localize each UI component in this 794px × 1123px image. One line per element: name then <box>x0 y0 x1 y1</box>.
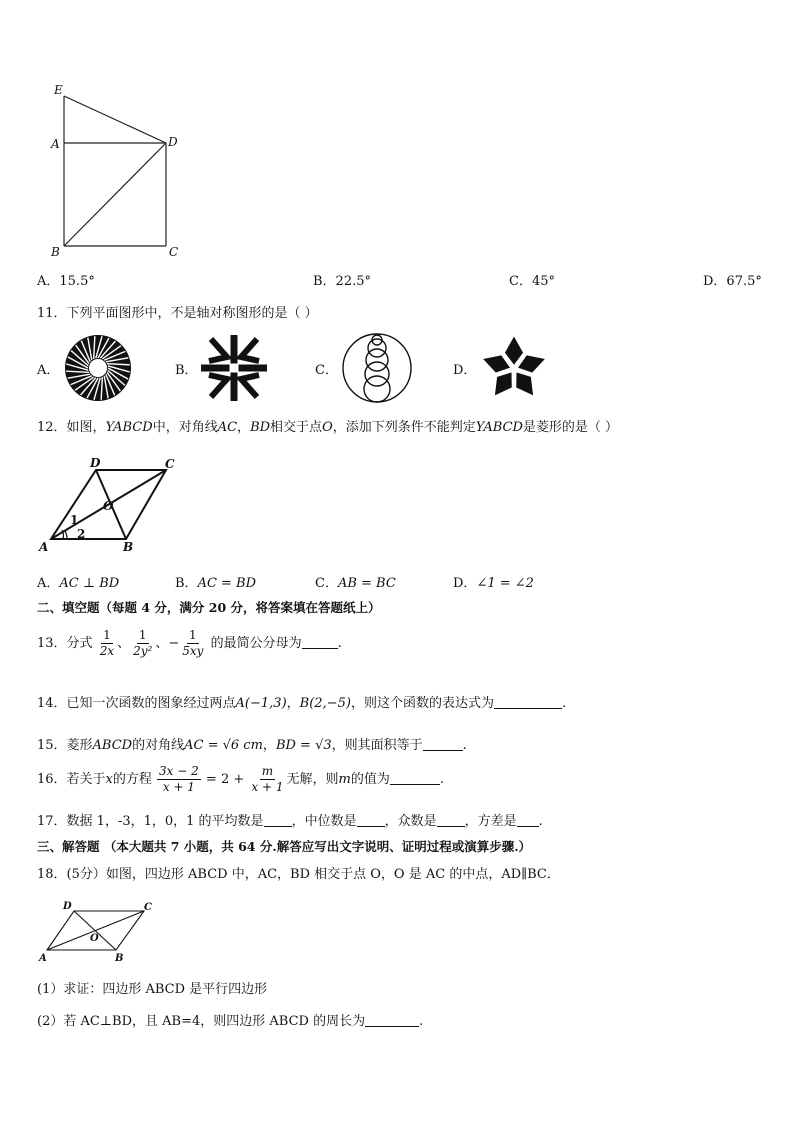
q16-eq: = 2 + <box>205 772 245 787</box>
q16-pre: 16．若关于 <box>37 772 106 787</box>
section-3-heading: 三、解答题 （本大题共 7 小题，共 64 分.解答应写出文字说明、证明过程或演算步骤.） <box>37 839 532 854</box>
q15-name: ABCD <box>92 738 133 753</box>
q11-stem: 11．下列平面图形中，不是轴对称图形的是（ ） <box>37 306 318 321</box>
q13-frac-1: $\frac{1}{2x}$ <box>99 628 115 658</box>
q12-option-d[interactable]: D．∠1 = ∠2 <box>453 576 534 591</box>
q16-post: 无解，则 <box>286 772 339 787</box>
q18-label-D: D <box>63 901 72 912</box>
q16-post2: 的值为 <box>350 772 390 787</box>
q15 <box>37 734 467 753</box>
q13-post: 的最简公分母为 <box>210 636 302 651</box>
q12-sep: ， <box>237 420 251 435</box>
q16-mid: 的方程 <box>112 772 152 787</box>
q17-blank-mode[interactable] <box>437 814 465 827</box>
q16-frac-2: $\frac{m}{x + 1}$ <box>251 764 284 794</box>
q17-text-a: 17．数据 1，-3，1，0，1 的平均数是 <box>37 814 264 829</box>
q12-label-C: C <box>165 458 175 471</box>
q17-end: . <box>538 814 543 829</box>
q16-x: x <box>105 772 113 787</box>
q14-answer-blank[interactable] <box>494 696 562 709</box>
q18-sub1: (1）求证：四边形 ABCD 是平行四边形 <box>37 982 268 997</box>
q11-option-b-label[interactable]: B． <box>175 363 198 378</box>
q14-mid: ， <box>286 696 300 711</box>
q12-label-D: D <box>90 458 101 470</box>
q17-blank-variance[interactable] <box>517 814 539 827</box>
q13-frac-2: $\frac{1}{\text{2y²}}$ <box>133 628 153 658</box>
q12-abcd-2: ABCD <box>483 420 523 435</box>
q18-sub2-end: . <box>419 1014 424 1029</box>
q15-mid: 的对角线 <box>132 738 185 753</box>
q17-text-c: ，众数是 <box>384 814 437 829</box>
q12-ac: AC <box>217 420 238 435</box>
q11-options <box>37 330 737 405</box>
q10-option-a[interactable]: A．15.5° <box>37 274 95 289</box>
radial-pinwheel-icon <box>63 333 133 403</box>
q12-stem-e: 是菱形的是（ ） <box>522 420 619 435</box>
q18-label-B: B <box>115 953 124 964</box>
q11-option-a-label[interactable]: A． <box>37 363 60 378</box>
q17 <box>37 810 543 829</box>
q15-sep: ， <box>262 738 276 753</box>
q12-stem <box>37 416 618 435</box>
q12-figure <box>35 458 185 558</box>
q15-answer-blank[interactable] <box>423 738 463 751</box>
q18-stem: 18．(5分）如图，四边形 ABCD 中，AC，BD 相交于点 O，O 是 AC 的中点，AD∥BC． <box>37 867 560 882</box>
q10-option-b[interactable]: B．22.5° <box>313 274 371 289</box>
q12-abcd: ABCD <box>113 420 153 435</box>
q18-label-O: O <box>90 933 99 944</box>
q15-bd: BD = √3 <box>275 738 332 753</box>
q11-option-c-label[interactable]: C． <box>315 363 338 378</box>
q12-stem-a: 12．如图， <box>37 420 106 435</box>
five-petal-kite-icon <box>477 331 551 403</box>
q17-text-b: ，中位数是 <box>291 814 357 829</box>
q10-figure <box>40 80 190 265</box>
q12-label-1: 1 <box>70 513 79 527</box>
q14-end: . <box>561 696 567 711</box>
q18-sub2 <box>37 1010 423 1029</box>
q14-post: ，则这个函数的表达式为 <box>350 696 494 711</box>
q12-label-2: 2 <box>77 527 86 541</box>
q13-end: . <box>337 636 342 651</box>
q12-label-B: B <box>123 540 134 554</box>
label-C: C <box>169 245 179 259</box>
q12-bd: BD <box>250 420 271 435</box>
q16-end: . <box>439 772 444 787</box>
q18-label-C: C <box>144 902 152 913</box>
asterisk-chevron-icon <box>201 335 267 401</box>
q12-option-b[interactable]: B．AC = BD <box>175 576 257 591</box>
q16 <box>37 764 444 795</box>
q15-ac: AC = √6 cm <box>184 738 263 753</box>
q13-frac-3: $\frac{1}{5xy}$ <box>182 628 204 658</box>
q10-option-c[interactable]: C．45° <box>509 274 555 289</box>
q12-o: O <box>322 420 333 435</box>
label-A: A <box>51 137 60 151</box>
q14-point-a: A(−1,3) <box>235 696 287 711</box>
q10-option-d[interactable]: D．67.5° <box>703 274 762 289</box>
q14-point-b: B(2,−5) <box>299 696 351 711</box>
q15-post: ，则其面积等于 <box>331 738 423 753</box>
q12-option-c[interactable]: C．AB = BC <box>315 576 396 591</box>
label-D: D <box>168 135 178 149</box>
q14-pre: 14．已知一次函数的图象经过两点 <box>37 696 236 711</box>
q13 <box>37 628 342 659</box>
q11-option-d-label[interactable]: D． <box>453 363 477 378</box>
q18-answer-blank[interactable] <box>365 1014 419 1027</box>
parallelogram-symbol-2: Y <box>475 420 484 435</box>
q13-sep-a: 、 <box>117 636 131 651</box>
q17-text-d: ，方差是 <box>464 814 517 829</box>
nested-circles-icon <box>341 332 413 404</box>
section-2-heading: 二、填空题（每题 4 分，满分 20 分，将答案填在答题纸上） <box>37 600 381 615</box>
q12-stem-d: ，添加下列条件不能判定 <box>332 420 476 435</box>
q14 <box>37 692 566 711</box>
q12-label-O: O <box>103 499 114 513</box>
q12-option-a[interactable]: A．AC ⊥ BD <box>37 576 120 591</box>
label-E: E <box>54 83 63 97</box>
q17-blank-mean[interactable] <box>264 814 292 827</box>
label-B: B <box>51 245 60 259</box>
q12-label-A: A <box>39 540 49 554</box>
q13-sep-b: 、− <box>155 636 180 651</box>
q18-figure <box>36 898 161 966</box>
q16-m: m <box>338 772 351 787</box>
q13-pre: 13．分式 <box>37 636 93 651</box>
q18-sub2-text: (2）若 AC⊥BD，且 AB=4，则四边形 ABCD 的周长为 <box>37 1014 366 1029</box>
parallelogram-symbol: Y <box>105 420 114 435</box>
q16-frac-1: $\frac{3x - 2}{x + 1}$ <box>159 764 199 794</box>
q12-stem-c: 相交于点 <box>270 420 323 435</box>
q15-end: . <box>462 738 467 753</box>
q17-blank-median[interactable] <box>357 814 385 827</box>
q16-answer-blank[interactable] <box>390 772 440 785</box>
q18-label-A: A <box>39 953 47 964</box>
q12-stem-b: 中，对角线 <box>152 420 218 435</box>
q15-pre: 15．菱形 <box>37 738 93 753</box>
q13-answer-blank[interactable] <box>302 636 338 649</box>
